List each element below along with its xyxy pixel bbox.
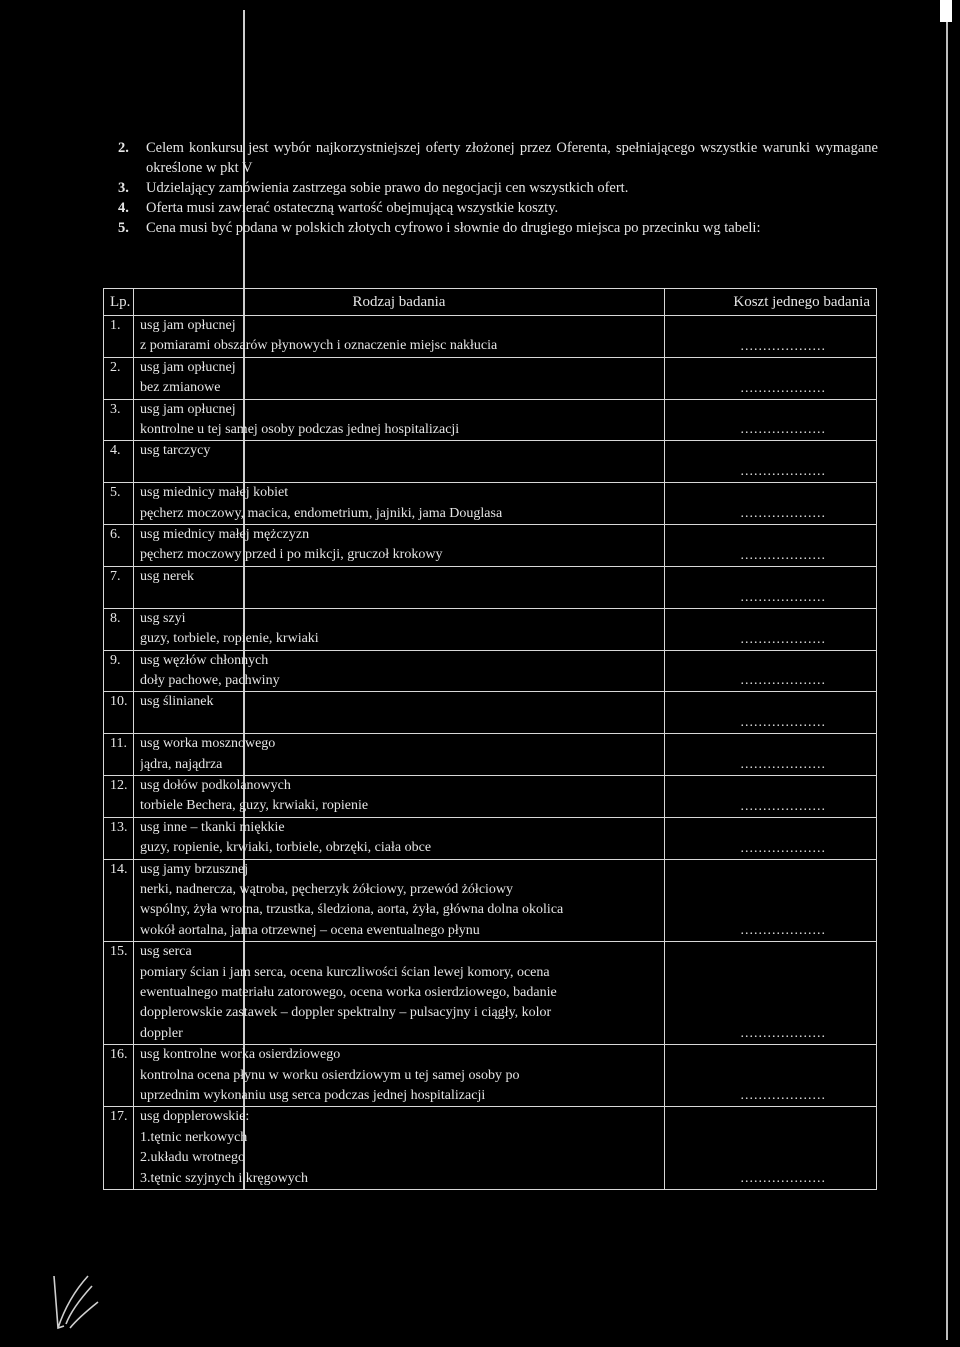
intro-point [118,198,878,218]
exam-name: usg tarczycy [140,443,211,459]
table-row [104,566,877,608]
table-row [104,608,877,650]
exam-name: usg dopplerowskie: [140,1109,250,1125]
intro-point-number: 3. [118,180,129,196]
cost-field[interactable] [665,608,877,650]
header-lp: Lp. [104,289,134,316]
cost-placeholder-dots: ................... [740,506,826,522]
intro-point-number: 5. [118,220,129,236]
table-row [104,942,877,1045]
price-table [103,288,877,1190]
exam-name: usg ślinianek [140,694,214,710]
exam-type [134,650,665,692]
row-number: 15. [104,942,134,1045]
cost-field[interactable] [665,650,877,692]
row-number: 8. [104,608,134,650]
exam-name: usg szyi [140,610,186,626]
signature-mark [48,1268,108,1338]
exam-detail: guzy, ropienie, krwiaki, torbiele, obrzęki, ciała obce [140,840,432,856]
intro-points [118,138,878,238]
exam-type [134,1107,665,1190]
intro-point-text: Udzielający zamówienia zastrzega sobie prawo do negocjacji cen wszystkich ofert. [146,180,629,196]
exam-type [134,483,665,525]
exam-name: usg kontrolne worka osierdziowego [140,1047,341,1063]
exam-detail: kontrolne u tej samej osoby podczas jednej hospitalizacji [140,422,460,438]
exam-detail: wspólny, żyła wrotna, trzustka, śledziona, aorta, żyła, główna dolna okolica [140,902,564,918]
exam-detail: pęcherz moczowy przed i po mikcji, gruczoł krokowy [140,547,443,563]
table-header-row [104,289,877,316]
cost-field[interactable] [665,316,877,358]
table-row [104,1045,877,1107]
table-row [104,734,877,776]
exam-name: usg nerek [140,568,195,584]
cost-placeholder-dots: ................... [740,756,826,772]
row-number: 12. [104,775,134,817]
exam-detail: pęcherz moczowy, macica, endometrium, jajniki, jama Douglasa [140,505,503,521]
exam-type [134,316,665,358]
table-row [104,1107,877,1190]
exam-detail: doły pachowe, pachwiny [140,672,280,688]
row-number: 4. [104,441,134,483]
table-row [104,859,877,942]
cost-placeholder-dots: ................... [740,1088,826,1104]
row-number: 7. [104,566,134,608]
intro-point [118,178,878,198]
exam-detail: guzy, torbiele, ropienie, krwiaki [140,631,319,647]
exam-name: usg dołów podkolanowych [140,777,291,793]
row-number: 3. [104,399,134,441]
exam-type [134,441,665,483]
cost-field[interactable] [665,692,877,734]
exam-detail: 2.układu wrotnego [140,1150,245,1166]
exam-detail: pomiary ścian i jam serca, ocena kurczliwości ścian lewej komory, ocena [140,964,550,980]
exam-name: usg jam opłucnej [140,401,236,417]
row-number: 9. [104,650,134,692]
table-body [104,316,877,1190]
row-number: 11. [104,734,134,776]
exam-type [134,817,665,859]
cost-placeholder-dots: ................... [740,923,826,939]
exam-detail: kontrolna ocena płynu w worku osierdziowym u tej samej osoby po [140,1067,520,1083]
table-row [104,650,877,692]
exam-name: usg miednicy małej mężczyzn [140,527,310,543]
cost-placeholder-dots: ................... [740,380,826,396]
cost-field[interactable] [665,775,877,817]
cost-placeholder-dots: ................... [740,547,826,563]
intro-point-text: Cena musi być podana w polskich złotych cyfrowo i słownie do drugiego miejsca po przecinku wg tabeli: [146,220,761,236]
table-row [104,817,877,859]
cost-field[interactable] [665,817,877,859]
header-type: Rodzaj badania [134,289,665,316]
row-number: 2. [104,357,134,399]
exam-detail: 1.tętnic nerkowych [140,1129,248,1145]
exam-type [134,357,665,399]
intro-point [118,138,878,178]
exam-name: usg inne – tkanki miękkie [140,819,285,835]
cost-placeholder-dots: ................... [740,631,826,647]
exam-type [134,692,665,734]
row-number: 6. [104,525,134,567]
cost-placeholder-dots: ................... [740,673,826,689]
scan-edge-line [946,20,948,1340]
exam-name: usg miednicy małej kobiet [140,485,289,501]
exam-type [134,566,665,608]
exam-detail: 3.tętnic szyjnych i kręgowych [140,1170,308,1186]
table-row [104,399,877,441]
cost-field[interactable] [665,859,877,942]
row-number: 13. [104,817,134,859]
cost-placeholder-dots: ................... [740,840,826,856]
table-row [104,692,877,734]
exam-type [134,608,665,650]
exam-detail [140,462,658,482]
cost-field[interactable] [665,734,877,776]
exam-name: usg węzłów chłonnych [140,652,269,668]
exam-type [134,859,665,942]
table-row [104,441,877,483]
scan-corner-mark [940,0,952,22]
exam-name: usg jam opłucnej [140,359,236,375]
exam-detail: z pomiarami obszarów płynowych i oznaczenie miejsc nakłucia [140,338,498,354]
cost-placeholder-dots: ................... [740,1171,826,1187]
table-row [104,775,877,817]
exam-type [134,1045,665,1107]
intro-point-number: 2. [118,140,129,156]
exam-detail: wokół aortalna, jama otrzewnej – ocena ewentualnego płynu [140,922,480,938]
row-number: 5. [104,483,134,525]
exam-detail: uprzednim wykonaniu usg serca podczas jednej hospitalizacji [140,1088,486,1104]
row-number: 16. [104,1045,134,1107]
exam-detail [140,713,658,733]
exam-detail: torbiele Bechera, guzy, krwiaki, ropienie [140,798,369,814]
exam-name: usg worka mosznowego [140,736,276,752]
cost-field[interactable] [665,566,877,608]
table-row [104,525,877,567]
exam-detail: ewentualnego materiału zatorowego, ocena worka osierdziowego, badanie [140,985,557,1000]
cost-field[interactable] [665,357,877,399]
cost-field[interactable] [665,942,877,1045]
row-number: 17. [104,1107,134,1190]
table-row [104,316,877,358]
exam-name: usg jam opłucnej [140,318,236,333]
exam-detail: jądra, najądrza [140,756,223,772]
exam-type [134,942,665,1045]
cost-field[interactable] [665,1107,877,1190]
exam-detail: doppler [140,1025,183,1041]
intro-point-text: Oferta musi zawierać ostateczną wartość obejmującą wszystkie koszty. [146,200,559,216]
cost-placeholder-dots: ................... [740,589,826,605]
exam-type [134,525,665,567]
cost-field[interactable] [665,399,877,441]
cost-field[interactable] [665,525,877,567]
intro-point-number: 4. [118,200,129,216]
exam-type [134,775,665,817]
exam-detail [140,587,658,607]
header-cost: Koszt jednego badania [665,289,877,316]
cost-placeholder-dots: ................... [740,798,826,814]
exam-name: usg jamy brzusznej [140,861,249,877]
cost-placeholder-dots: ................... [740,715,826,731]
row-number: 10. [104,692,134,734]
cost-placeholder-dots: ................... [740,464,826,480]
exam-type [134,734,665,776]
table-row [104,357,877,399]
cost-placeholder-dots: ................... [740,422,826,438]
cost-placeholder-dots: ................... [740,338,826,354]
table-row [104,483,877,525]
row-number: 14. [104,859,134,942]
exam-detail: dopplerowskie zastawek – doppler spektralny – pulsacyjny i ciągły, kolor [140,1005,552,1021]
cost-field[interactable] [665,483,877,525]
exam-name: usg serca [140,944,192,960]
cost-placeholder-dots: ................... [740,1026,826,1042]
exam-type [134,399,665,441]
intro-point-text: Celem konkursu jest wybór najkorzystniejszej oferty złożonej przez Oferenta, spełniającego wszystkie warunki wymagane określone w pkt V [146,140,878,176]
exam-detail: nerki, nadnercza, wątroba, pęcherzyk żółciowy, przewód żółciowy [140,881,514,897]
cost-field[interactable] [665,441,877,483]
intro-point [118,218,878,238]
cost-field[interactable] [665,1045,877,1107]
exam-detail: bez zmianowe [140,380,221,396]
row-number: 1. [104,316,134,358]
